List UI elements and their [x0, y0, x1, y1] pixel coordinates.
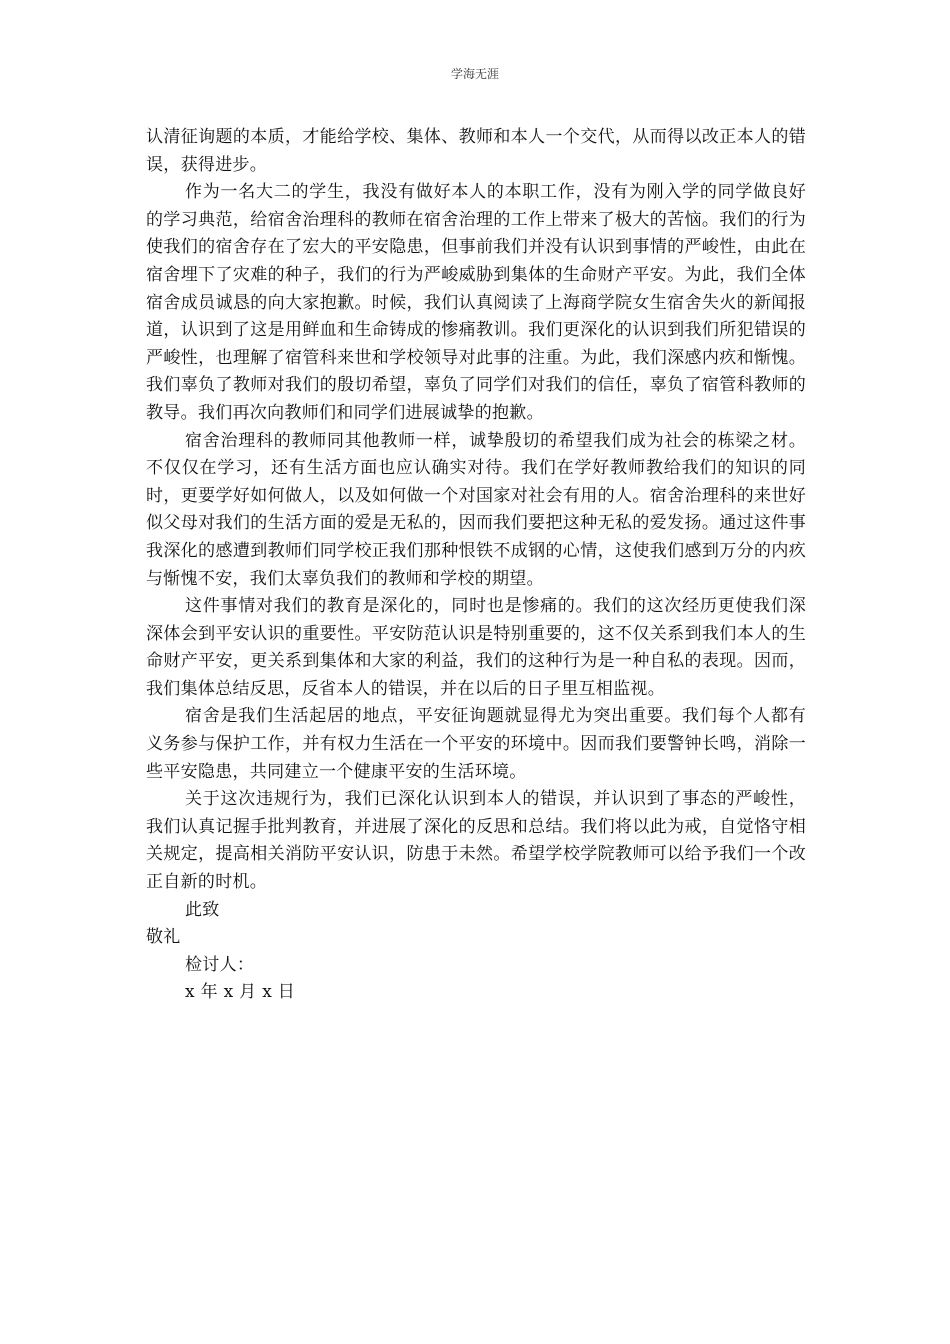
paragraph: 宿舍是我们生活起居的地点，平安征询题就显得尤为突出重要。我们每个人都有义务参与保护工作，并有权力生活在一个平安的环境中。因而我们要警钟长鸣，消除一些平安隐患，共同建立一个健康平安的生活环境。 [146, 706, 806, 782]
paragraph: 作为一名大二的学生，我没有做好本人的本职工作，没有为刚入学的同学做良好的学习典范，给宿舍治理科的教师在宿舍治理的工作上带来了极大的苦恼。我们的行为使我们的宿舍存在了宏大的平安隐患，但事前我们并没有认识到事情的严峻性，由此在宿舍埋下了灾难的种子，我们的行为严峻威胁到集体的生命财产平安。为此，我们全体宿舍成员诚恳的向大家抱歉。时候，我们认真阅读了上海商学院女生宿舍失火的新闻报道，认识到了这是用鲜血和生命铸成的惨痛教训。我们更深化的认识到我们所犯错误的严峻性，也理解了宿管科来世和学校领导对此事的注重。为此，我们深感内疚和惭愧。我们辜负了教师对我们的殷切希望，辜负了同学们对我们的信任，辜负了宿管科教师的教导。我们再次向教师们和同学们进展诚挚的抱歉。 [146, 182, 806, 423]
document-body [146, 124, 806, 1007]
paragraph: 认清征询题的本质，才能给学校、集体、教师和本人一个交代，从而得以改正本人的错误，获得进步。 [146, 127, 806, 175]
paragraph: 宿舍治理科的教师同其他教师一样，诚挚殷切的希望我们成为社会的栋梁之材。不仅仅在学习，还有生活方面也应认确实对待。我们在学好教师教给我们的知识的同时，更要学好如何做人，以及如何做一个对国家对社会有用的人。宿舍治理科的来世好似父母对我们的生活方面的爱是无私的，因而我们要把这种无私的爱发扬。通过这件事我深化的感遭到教师们同学校正我们那种恨铁不成钢的心情，这使我们感到万分的内疚与惭愧不安，我们太辜负我们的教师和学校的期望。 [146, 430, 806, 589]
paragraph: 这件事情对我们的教育是深化的，同时也是惨痛的。我们的这次经历更使我们深深体会到平安认识的重要性。平安防范认识是特别重要的，这不仅关系到我们本人的生命财产平安，更关系到集体和大家的利益，我们的这种行为是一种自私的表现。因而，我们集体总结反思，反省本人的错误，并在以后的日子里互相监视。 [146, 596, 806, 699]
closing-salute: 敬礼 [146, 927, 181, 948]
signer-label: 检讨人： [185, 954, 255, 975]
page-header: 学海无涯 [450, 67, 499, 81]
paragraph: 关于这次违规行为，我们已深化认识到本人的错误，并认识到了事态的严峻性，我们认真记握手批判教育，并进展了深化的反思和总结。我们将以此为戒，自觉恪守相关规定，提高相关消防平安认识，防患于未然。希望学校学院教师可以给予我们一个改正自新的时机。 [146, 789, 806, 893]
signature-date: x 年 x 月 x 日 [185, 982, 296, 1003]
closing-to: 此致 [185, 899, 220, 920]
